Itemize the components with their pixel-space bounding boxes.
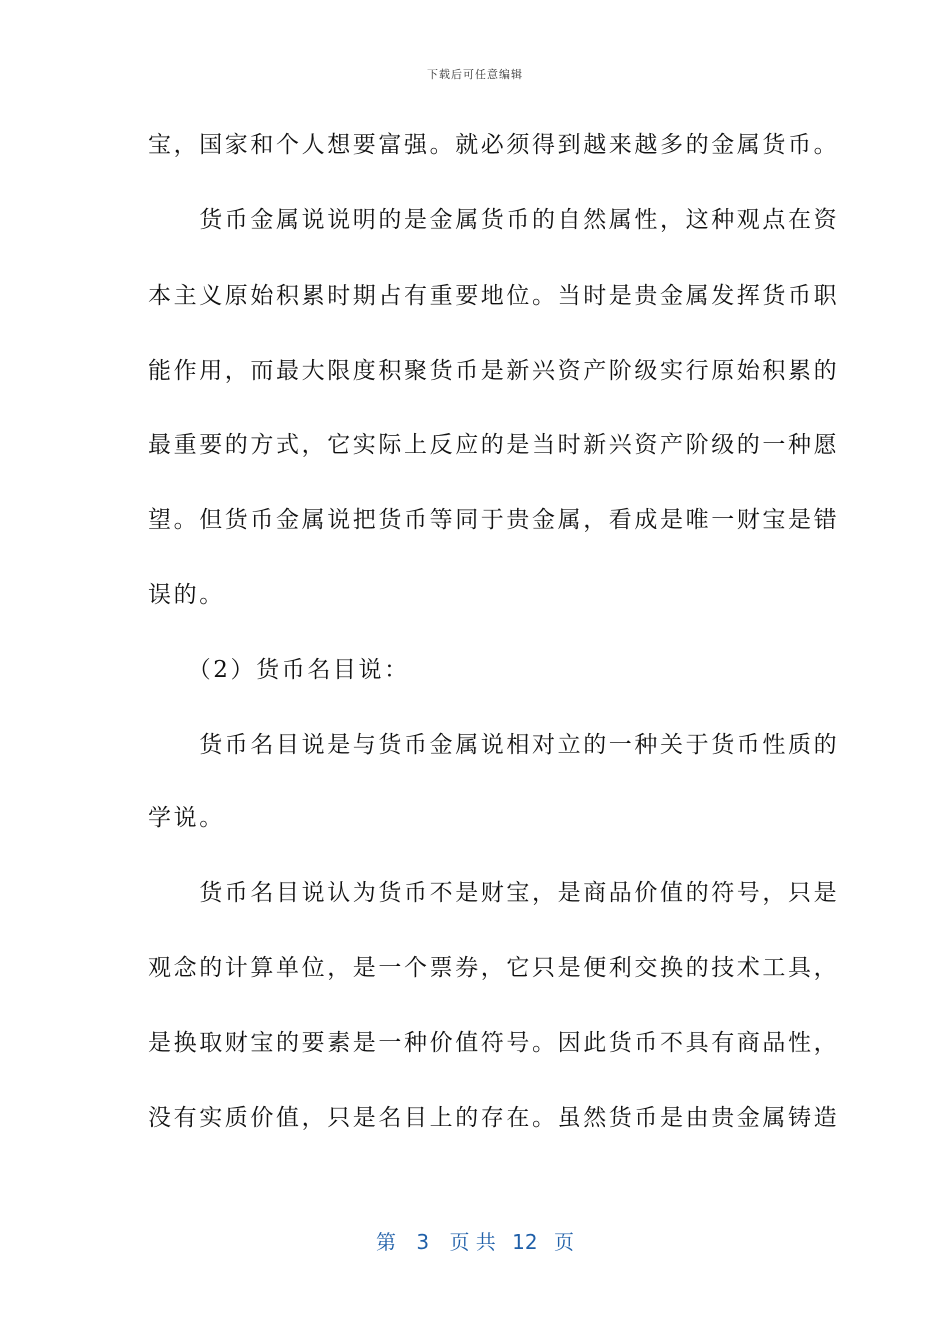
footer-middle: 页 共: [449, 1230, 496, 1254]
body-line: 望。但货币金属说把货币等同于贵金属，看成是唯一财宝是错: [148, 507, 840, 533]
body-line: 没有实质价值，只是名目上的存在。虽然货币是由贵金属铸造: [148, 1105, 840, 1131]
body-line: 能作用，而最大限度积聚货币是新兴资产阶级实行原始积累的: [148, 358, 840, 384]
body-line: 货币名目说认为货币不是财宝，是商品价值的符号，只是: [148, 880, 840, 906]
footer-suffix: 页: [553, 1230, 574, 1254]
footer-total-pages: 12: [512, 1230, 538, 1254]
footer-page-number: 3: [416, 1230, 430, 1254]
page-footer: [0, 1226, 950, 1255]
body-line: 本主义原始积累时期占有重要地位。当时是贵金属发挥货币职: [148, 283, 840, 309]
body-line: 宝，国家和个人想要富强。就必须得到越来越多的金属货币。: [148, 132, 840, 158]
footer-prefix: 第: [376, 1230, 396, 1254]
body-line: 误的。: [148, 582, 225, 608]
body-line: 货币金属说说明的是金属货币的自然属性，这种观点在资: [148, 207, 840, 233]
section-heading: （2）货币名目说：: [148, 657, 410, 683]
body-line: 是换取财宝的要素是一种价值符号。因此货币不具有商品性，: [148, 1030, 840, 1056]
body-line: 观念的计算单位，是一个票券，它只是便利交换的技术工具，: [148, 955, 840, 981]
body-line: 学说。: [148, 805, 225, 831]
page-header-note: 下载后可任意编辑: [427, 68, 523, 81]
body-line: 货币名目说是与货币金属说相对立的一种关于货币性质的: [148, 732, 840, 758]
body-line: 最重要的方式，它实际上反应的是当时新兴资产阶级的一种愿: [148, 432, 840, 458]
